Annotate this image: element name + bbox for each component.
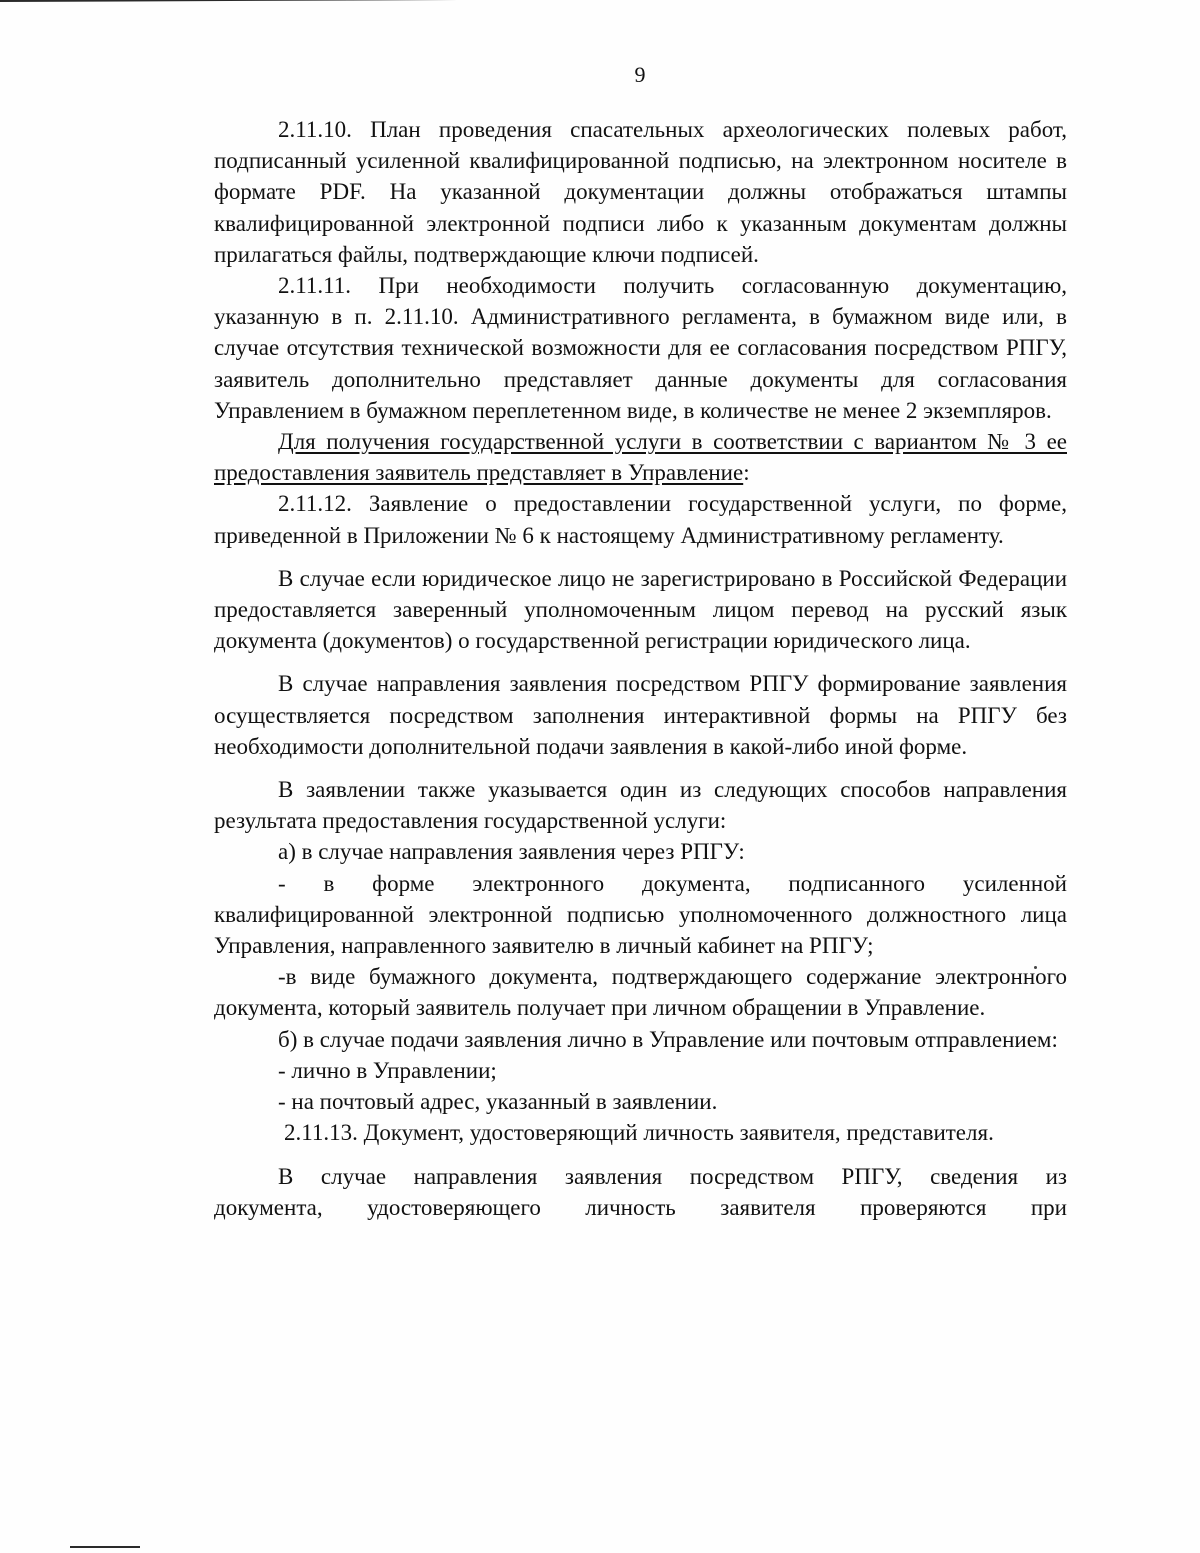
paragraph-2-11-12: 2.11.12. Заявление о предоставлении государственной услуги, по форме, приведенной в Приложении № 6 к настоящему Административному регламенту. (214, 491, 1067, 548)
page-number: 9 (634, 62, 646, 87)
variant-3-heading (214, 426, 1067, 488)
item-b-option-1: - лично в Управлении; (278, 1057, 497, 1083)
item-a-option-2: -в виде бумажного документа, подтверждающего содержание электронного документа, который заявитель получает при личном обращении в Управление. (214, 964, 1067, 1021)
document-body (214, 114, 1067, 1223)
paragraph-result-methods: В заявлении также указывается один из следующих способов направления результата предоставления государственной услуги: (214, 777, 1067, 834)
variant-3-heading-colon: : (743, 460, 750, 486)
paragraph-identity-line-2: документа, удостоверяющего личность заявителя проверяются при (214, 1194, 1067, 1220)
scan-edge-line-top (0, 0, 660, 2)
item-b-option-2: - на почтовый адрес, указанный в заявлении. (278, 1089, 718, 1115)
item-a-option-1: - в форме электронного документа, подписанного усиленной квалифицированной электронной подписью уполномоченного должностного лица Управления, направленного заявителю в личный кабинет на РПГУ; (214, 870, 1067, 959)
paragraph-rpgu-form: В случае направления заявления посредством РПГУ формирование заявления осуществляется посредством заполнения интерактивной формы на РПГУ без необходимости дополнительной подачи заявления в какой-либо иной форме. (214, 671, 1067, 759)
paragraph-foreign-entity: В случае если юридическое лицо не зарегистрировано в Российской Федерации предоставляется заверенный уполномоченным лицом перевод на русский язык документа (документов) о государственной регистрации юридического лица. (214, 565, 1067, 654)
item-b: б) в случае подачи заявления лично в Управление или почтовым отправлением: (278, 1026, 1058, 1052)
scan-edge-line-bottom (70, 1546, 140, 1548)
paragraph-identity-line-1: В случае направления заявления посредством РПГУ, сведения из (278, 1163, 1067, 1189)
item-a: а) в случае направления заявления через РПГУ: (278, 839, 745, 865)
paragraph-2-11-11: 2.11.11. При необходимости получить согласованную документацию, указанную в п. 2.11.10. Административного регламента, в бумажном виде или, в случае отсутствия технической возможности для ее согласования посредством РПГУ, заявитель дополнительно представляет данные документы для согласования Управлением в бумажном переплетенном виде, в количестве не менее 2 экземпляров. (214, 273, 1067, 423)
paragraph-2-11-10: 2.11.10. План проведения спасательных археологических полевых работ, подписанный усиленной квалифицированной подписью, на электронном носителе в формате PDF. На указанной документации должны отображаться штампы квалифицированной электронной подписи либо к указанным документам должны прилагаться файлы, подтверждающие ключи подписей. (214, 117, 1067, 267)
variant-3-heading-text: Для получения государственной услуги в соответствии с вариантом № 3 ее предоставления заявитель представляет в Управление (214, 429, 1067, 486)
paragraph-2-11-13: 2.11.13. Документ, удостоверяющий личность заявителя, представителя. (284, 1120, 994, 1146)
